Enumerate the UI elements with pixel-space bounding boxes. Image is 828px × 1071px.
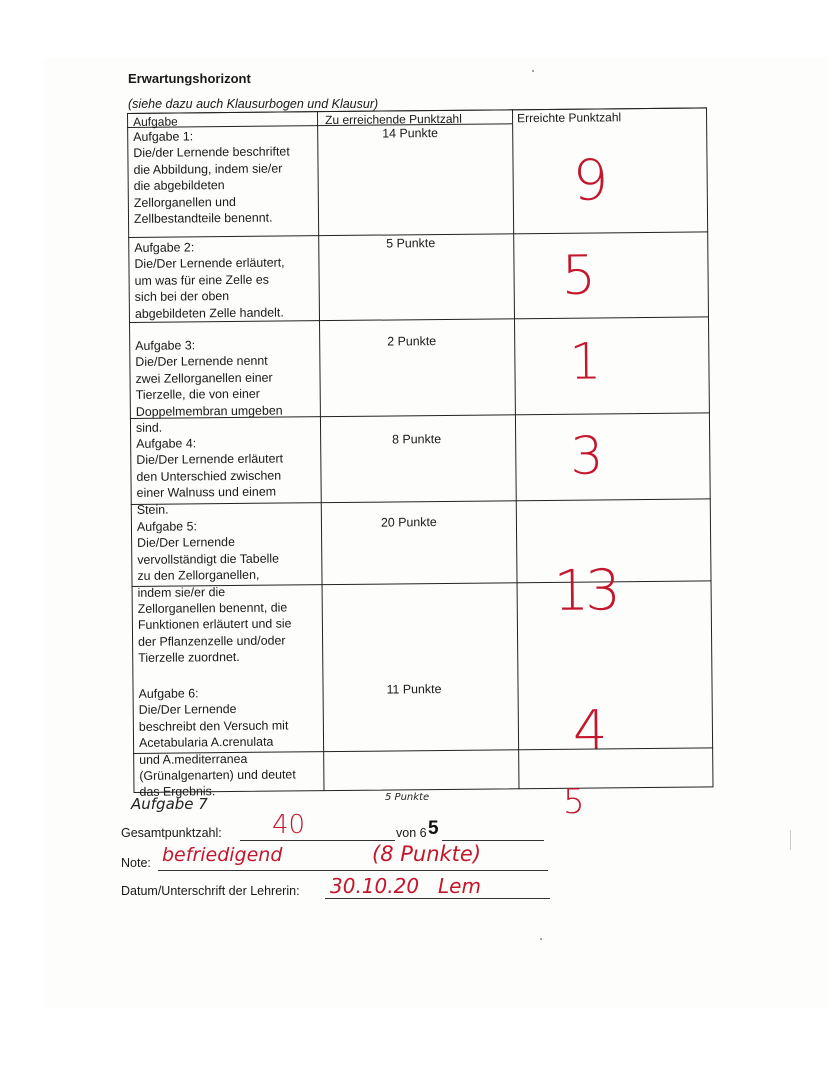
scan-speck	[790, 830, 791, 850]
max-points: 20 Punkte	[380, 515, 437, 530]
total-points-line	[240, 840, 395, 841]
achieved-points: 4	[572, 698, 608, 762]
column-header-max-points: Zu erreichende Punktzahl	[325, 111, 462, 128]
achieved-points: 13	[553, 558, 618, 624]
max-points: 5 Punkte	[386, 236, 436, 251]
total-points-value: 40	[272, 810, 306, 840]
achieved-points: 3	[570, 426, 604, 487]
achieved-points: 1	[569, 332, 602, 391]
max-points: 2 Punkte	[387, 334, 437, 349]
max-total-label: von 6	[396, 826, 427, 840]
max-total-line	[442, 840, 544, 841]
page-subtitle: (siehe dazu auch Klausurbogen und Klausur)	[128, 97, 379, 111]
handwritten-task-7-label: Aufgabe 7	[131, 795, 208, 813]
max-total-overwrite: 5	[428, 818, 439, 839]
column-header-achieved: Erreichte Punktzahl	[517, 110, 622, 126]
task-description: Aufgabe 1: Die/der Lernende beschriftet die Abbildung, indem sie/er die abgebildeten Zellorganellen und Zellbestandteile benennt.	[133, 129, 290, 226]
task-description: Aufgabe 3: Die/Der Lernende nennt zwei Zellorganellen einer Tierzelle, die von einer Doppelmembran umgeben sind.	[135, 338, 283, 435]
max-points: 11 Punkte	[386, 682, 442, 697]
handwritten-task-7-achieved: 5	[563, 782, 585, 822]
grading-table	[127, 107, 714, 800]
total-points-label: Gesamtpunktzahl:	[121, 826, 222, 840]
max-points: 8 Punkte	[392, 432, 442, 447]
grade-note: (8 Punkte)	[372, 842, 482, 866]
grade-line	[158, 870, 548, 871]
task-description: Aufgabe 5: Die/Der Lernende vervollständigt die Tabelle zu den Zellorganellen, indem sie/er die Zellorganellen benennt, die Funktionen erläutert und sie der Pflanzenzelle und/oder Tierzelle zuordnet.	[136, 519, 292, 666]
date-signature-line	[325, 898, 550, 899]
date-signature-label: Datum/Unterschrift der Lehrerin:	[121, 884, 300, 898]
max-points: 14 Punkte	[382, 126, 439, 141]
task-description: Aufgabe 2: Die/Der Lernende erläutert, um was für eine Zelle es sich bei der oben abgebildeten Zelle handelt.	[134, 240, 285, 321]
grade-value: befriedigend	[162, 844, 283, 866]
handwritten-task-7-points: 5 Punkte	[385, 792, 430, 803]
scan-speck	[532, 70, 534, 72]
scan-speck	[540, 938, 542, 940]
task-description: Aufgabe 6: Die/Der Lernende beschreibt den Versuch mit Acetabularia A.crenulata und A.mediterranea (Grünalgenarten) und deutet das Ergebnis.	[138, 686, 296, 800]
page-title: Erwartungshorizont	[128, 71, 251, 86]
date-value: 30.10.20	[330, 874, 420, 898]
achieved-points: 9	[572, 148, 609, 214]
grade-label: Note:	[121, 856, 151, 870]
column-header-task: Aufgabe	[133, 114, 178, 129]
task-description: Aufgabe 4: Die/Der Lernende erläutert den Unterschied zwischen einer Walnuss und einem Stein.	[136, 436, 284, 517]
teacher-signature: Lem	[438, 874, 481, 898]
achieved-points: 5	[561, 243, 597, 307]
